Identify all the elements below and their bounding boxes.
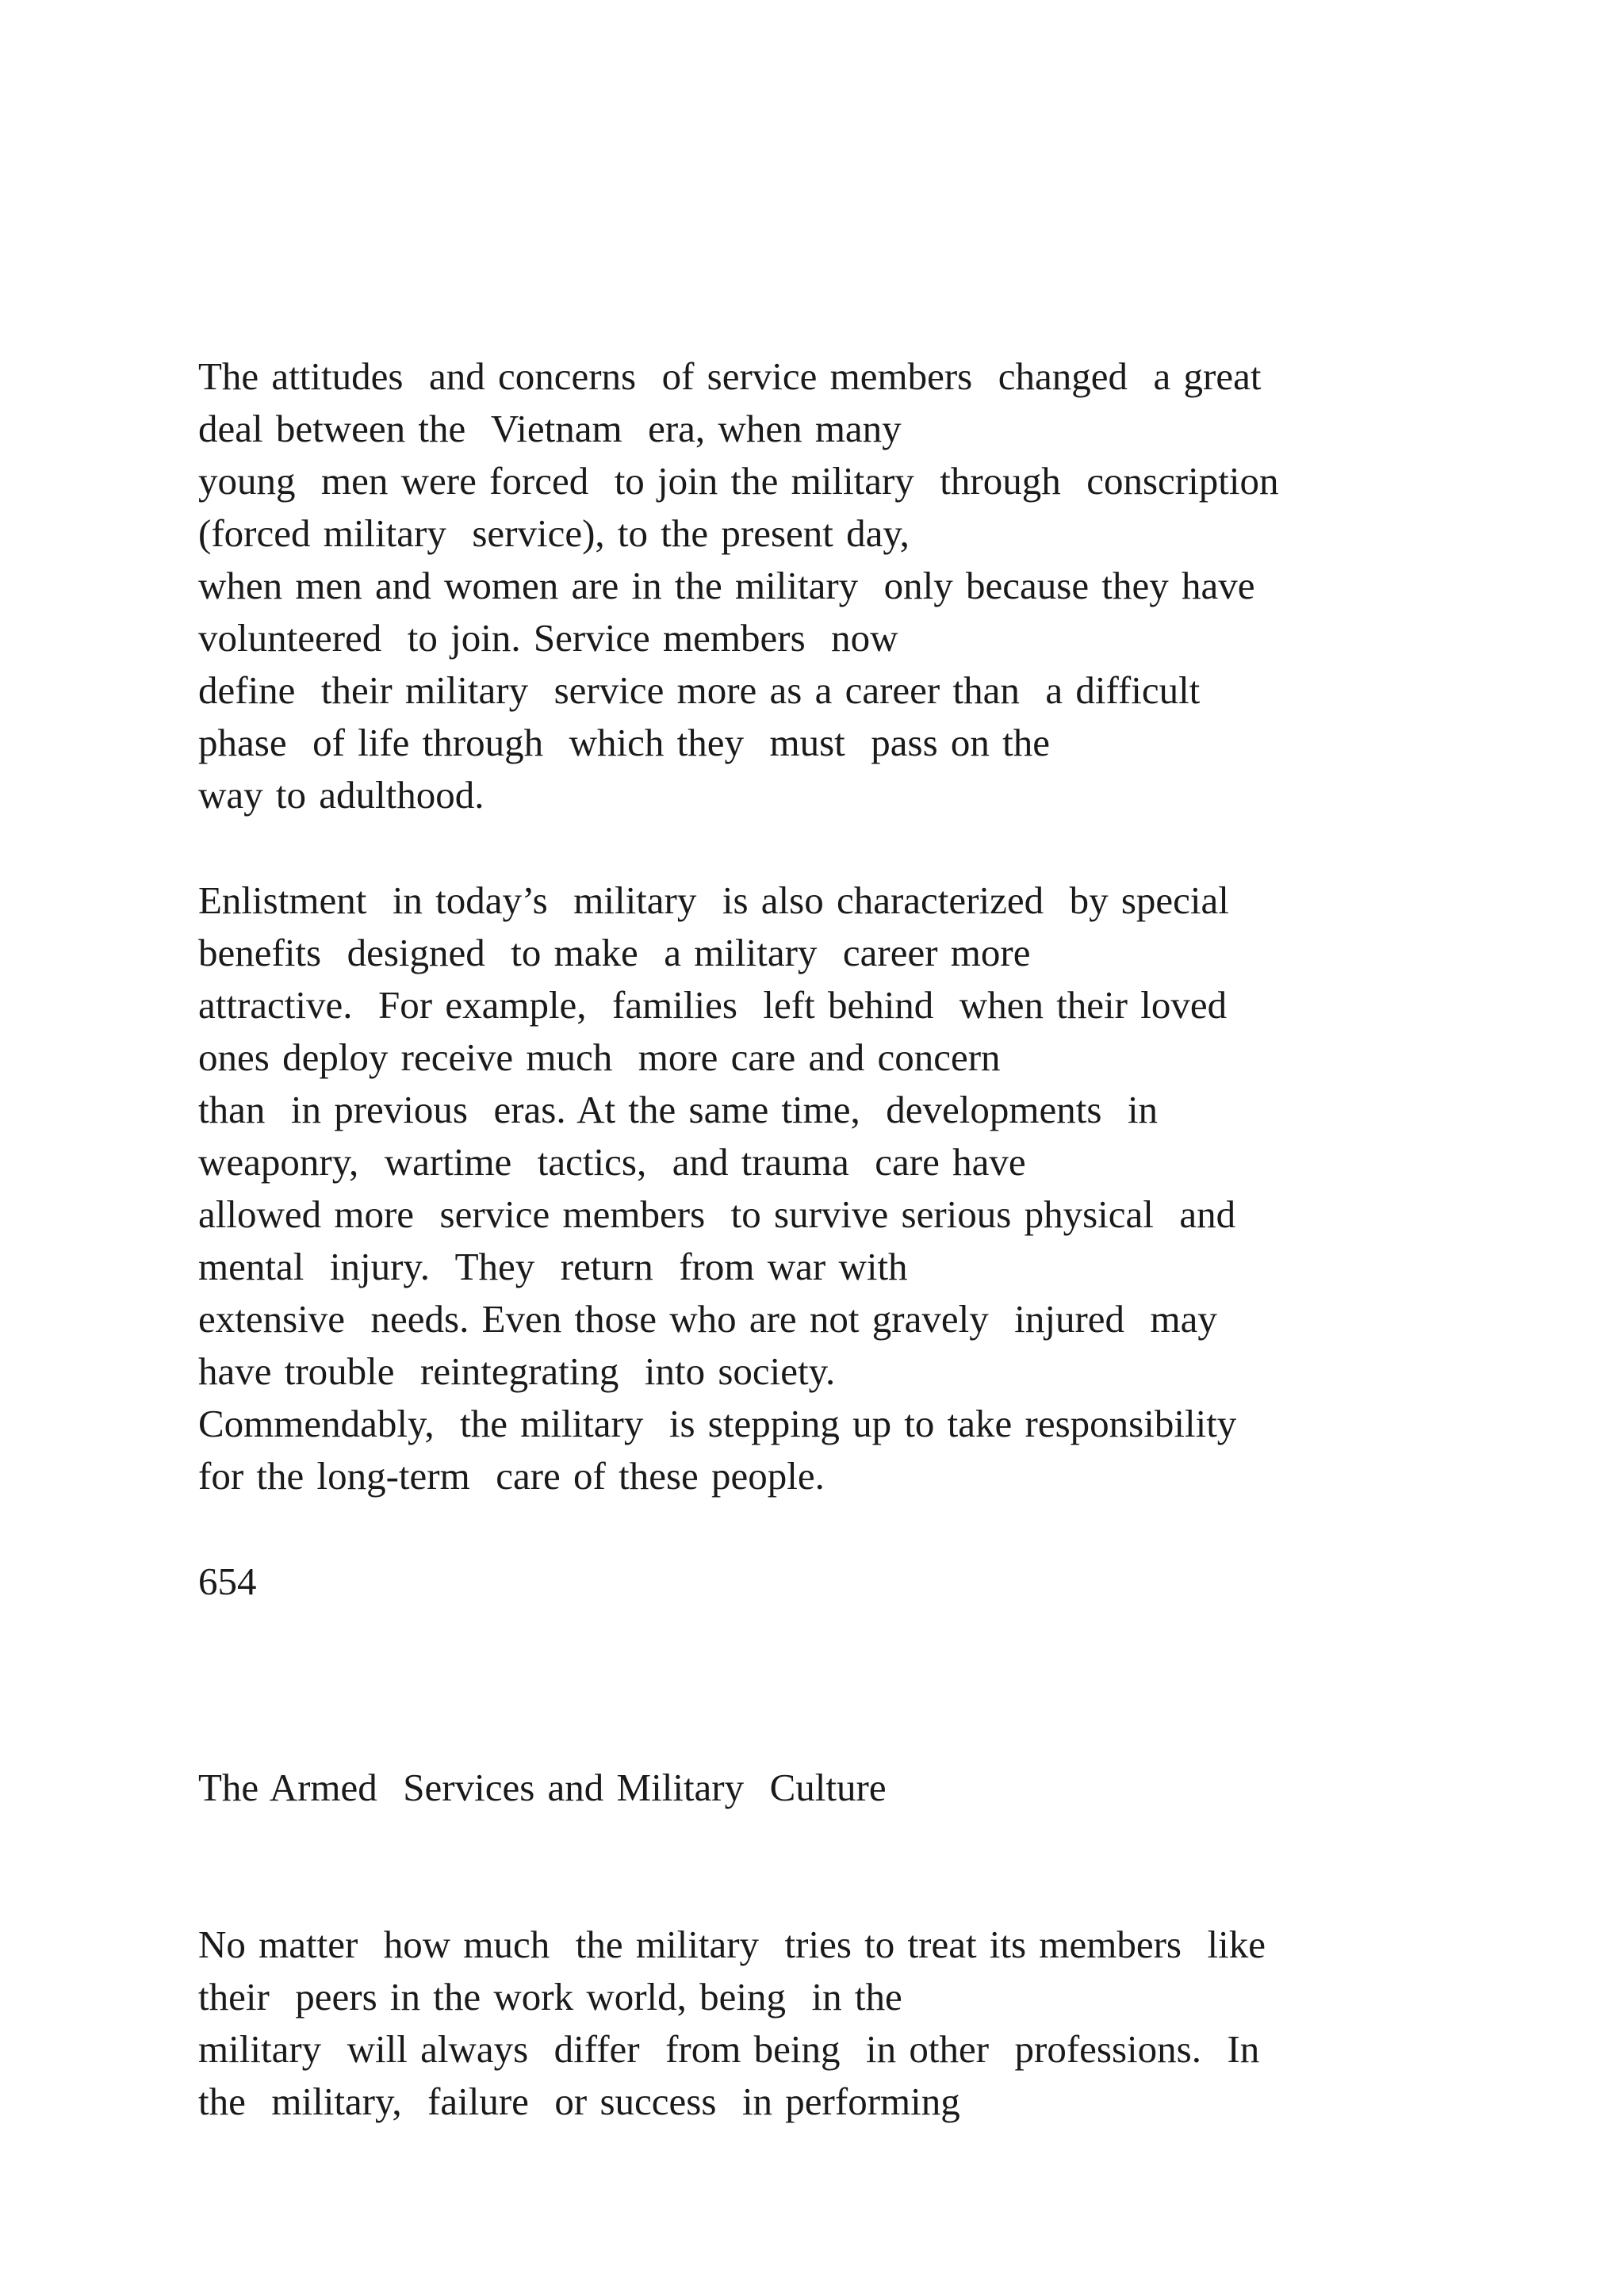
text-line: mental injury. They return from war with [198, 1245, 908, 1288]
page-number-text: 654 [198, 1559, 257, 1603]
text-line: volunteered to join. Service members now [198, 616, 898, 660]
text-line: define their military service more as a career than a difficult [198, 668, 1201, 712]
section-heading [198, 1762, 1546, 1814]
text-line: deal between the Vietnam era, when many [198, 407, 902, 450]
text-line: phase of life through which they must pass on the [198, 721, 1051, 764]
paragraph-service-member-attitudes [198, 350, 1546, 821]
text-line: have trouble reintegrating into society. [198, 1349, 836, 1393]
text-line: No matter how much the military tries to treat its members like [198, 1923, 1266, 1966]
text-line: Enlistment in today’s military is also characterized by special [198, 878, 1229, 922]
text-line: Commendably, the military is stepping up to take responsibility [198, 1402, 1237, 1445]
text-line: military will always differ from being in other professions. In [198, 2027, 1260, 2071]
text-line: the military, failure or success in performing [198, 2080, 960, 2123]
text-line: than in previous eras. At the same time, developments in [198, 1088, 1159, 1131]
text-line: benefits designed to make a military career more [198, 931, 1031, 974]
text-line: weaponry, wartime tactics, and trauma care have [198, 1140, 1026, 1184]
text-line: (forced military service), to the present day, [198, 511, 910, 555]
text-line: extensive needs. Even those who are not gravely injured may [198, 1297, 1217, 1341]
text-line: attractive. For example, families left behind when their loved [198, 983, 1228, 1027]
page-number [198, 1556, 1546, 1608]
text-line: their peers in the work world, being in the [198, 1975, 902, 2019]
text-line: ones deploy receive much more care and concern [198, 1035, 1001, 1079]
text-line: when men and women are in the military only because they have [198, 564, 1255, 607]
paragraph-enlistment-benefits [198, 874, 1546, 1502]
paragraph-military-differs [198, 1919, 1546, 2128]
text-line: for the long-term care of these people. [198, 1454, 825, 1498]
text-line: allowed more service members to survive serious physical and [198, 1192, 1236, 1236]
text-line: The attitudes and concerns of service members changed a great [198, 354, 1262, 398]
text-line: young men were forced to join the military through conscription [198, 459, 1279, 503]
text-line: way to adulthood. [198, 773, 485, 817]
section-heading-text: The Armed Services and Military Culture [198, 1766, 887, 1809]
